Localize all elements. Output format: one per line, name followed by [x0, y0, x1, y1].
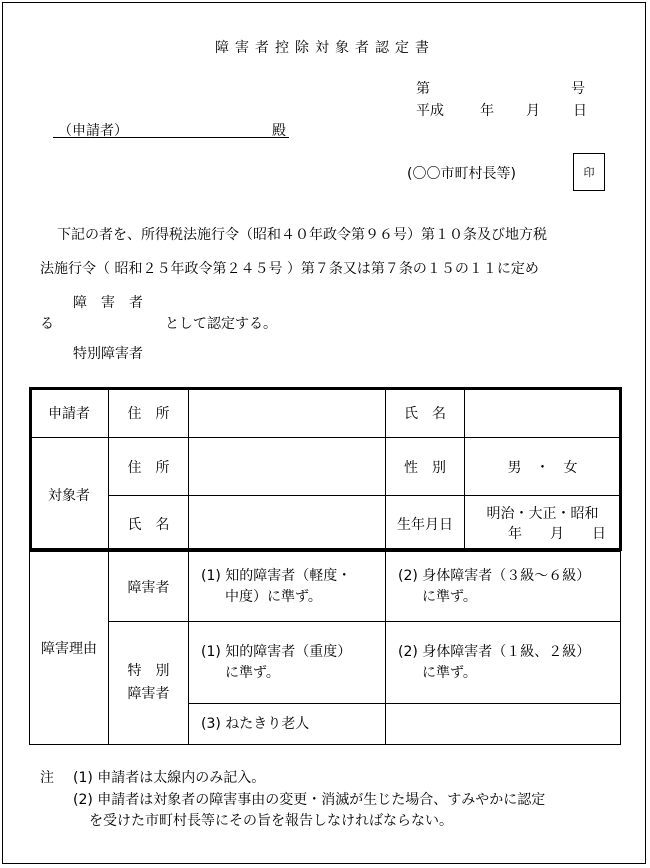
date-month: 月	[526, 103, 540, 119]
applicant-underline	[53, 137, 289, 138]
date-day: 日	[573, 103, 587, 119]
note-2-line-2: を受けた市町村長等にその旨を報告しなければならない。	[89, 813, 453, 829]
body-line-2: 法施行令（ 昭和２５年政令第２４５号 ）第７条又は第７条の１５の１１に定め	[40, 261, 539, 277]
number-prefix: 第	[416, 81, 430, 97]
note-1: (1) 申請者は太線内のみ記入。	[73, 770, 266, 786]
issuer: (〇〇市町村長等)	[407, 166, 516, 182]
reason-special-label: 特 別 障害者	[109, 622, 189, 745]
date-era: 平成	[416, 103, 444, 119]
seal-label: 印	[583, 166, 595, 179]
number-suffix: 号	[571, 81, 585, 97]
body-option-disabled: 障 害 者	[73, 295, 143, 311]
reason-special-option-3[interactable]: (3) ねたきり老人	[189, 704, 386, 745]
reason-row-special-1	[30, 622, 621, 704]
reason-special-option-1[interactable]: (1) 知的障害者（重度） に準ず。	[189, 622, 386, 704]
applicant-name-field[interactable]	[465, 388, 621, 438]
subject-birth-field[interactable]	[465, 496, 621, 552]
reason-row-disabled	[30, 552, 621, 622]
subject-row-2	[30, 496, 621, 552]
document-title: 障害者控除対象者認定書	[215, 40, 435, 56]
applicant-row	[30, 388, 621, 438]
body-ru: る	[40, 316, 54, 332]
body-line-1: 下記の者を、所得税法施行令（昭和４０年政令第９６号）第１０条及び地方税	[57, 227, 547, 243]
applicant-address-label: 住 所	[109, 388, 189, 438]
applicant-cell-label: 申請者	[30, 388, 109, 438]
subject-sex-label: 性 別	[386, 438, 465, 496]
body-suffix: として認定する。	[165, 316, 277, 332]
subject-birth-label: 生年月日	[386, 496, 465, 552]
note-2-line-1: (2) 申請者は対象者の障害事由の変更・消滅が生じた場合、すみやかに認定	[73, 792, 546, 808]
reason-disabled-option-2[interactable]: (2) 身体障害者（３級～６級） に準ず。	[386, 552, 621, 622]
reason-empty-cell	[386, 704, 621, 745]
subject-address-label: 住 所	[109, 438, 189, 496]
date-year: 年	[480, 103, 494, 119]
seal-box	[573, 153, 605, 191]
applicant-label: （申請者）	[58, 123, 128, 139]
subject-sex-options[interactable]: 男 ・ 女	[465, 438, 621, 496]
form-table	[29, 387, 621, 745]
subject-name-field[interactable]	[189, 496, 386, 552]
reason-disabled-label: 障害者	[109, 552, 189, 622]
subject-row-1	[30, 438, 621, 496]
subject-address-field[interactable]	[189, 438, 386, 496]
notes-prefix: 注	[40, 770, 54, 786]
subject-cell-label: 対象者	[30, 438, 109, 552]
applicant-address-field[interactable]	[189, 388, 386, 438]
body-option-special: 特別障害者	[73, 346, 143, 362]
reason-disabled-option-1[interactable]: (1) 知的障害者（軽度・ 中度）に準ず。	[189, 552, 386, 622]
birth-eras: 明治・大正・昭和	[486, 505, 599, 522]
reason-cell-label: 障害理由	[30, 552, 109, 745]
honorific: 殿	[272, 123, 286, 139]
birth-ymd: 年 月 日	[508, 525, 606, 542]
applicant-name-label: 氏 名	[386, 388, 465, 438]
subject-name-label: 氏 名	[109, 496, 189, 552]
reason-special-option-2[interactable]: (2) 身体障害者（１級、２級） に準ず。	[386, 622, 621, 704]
